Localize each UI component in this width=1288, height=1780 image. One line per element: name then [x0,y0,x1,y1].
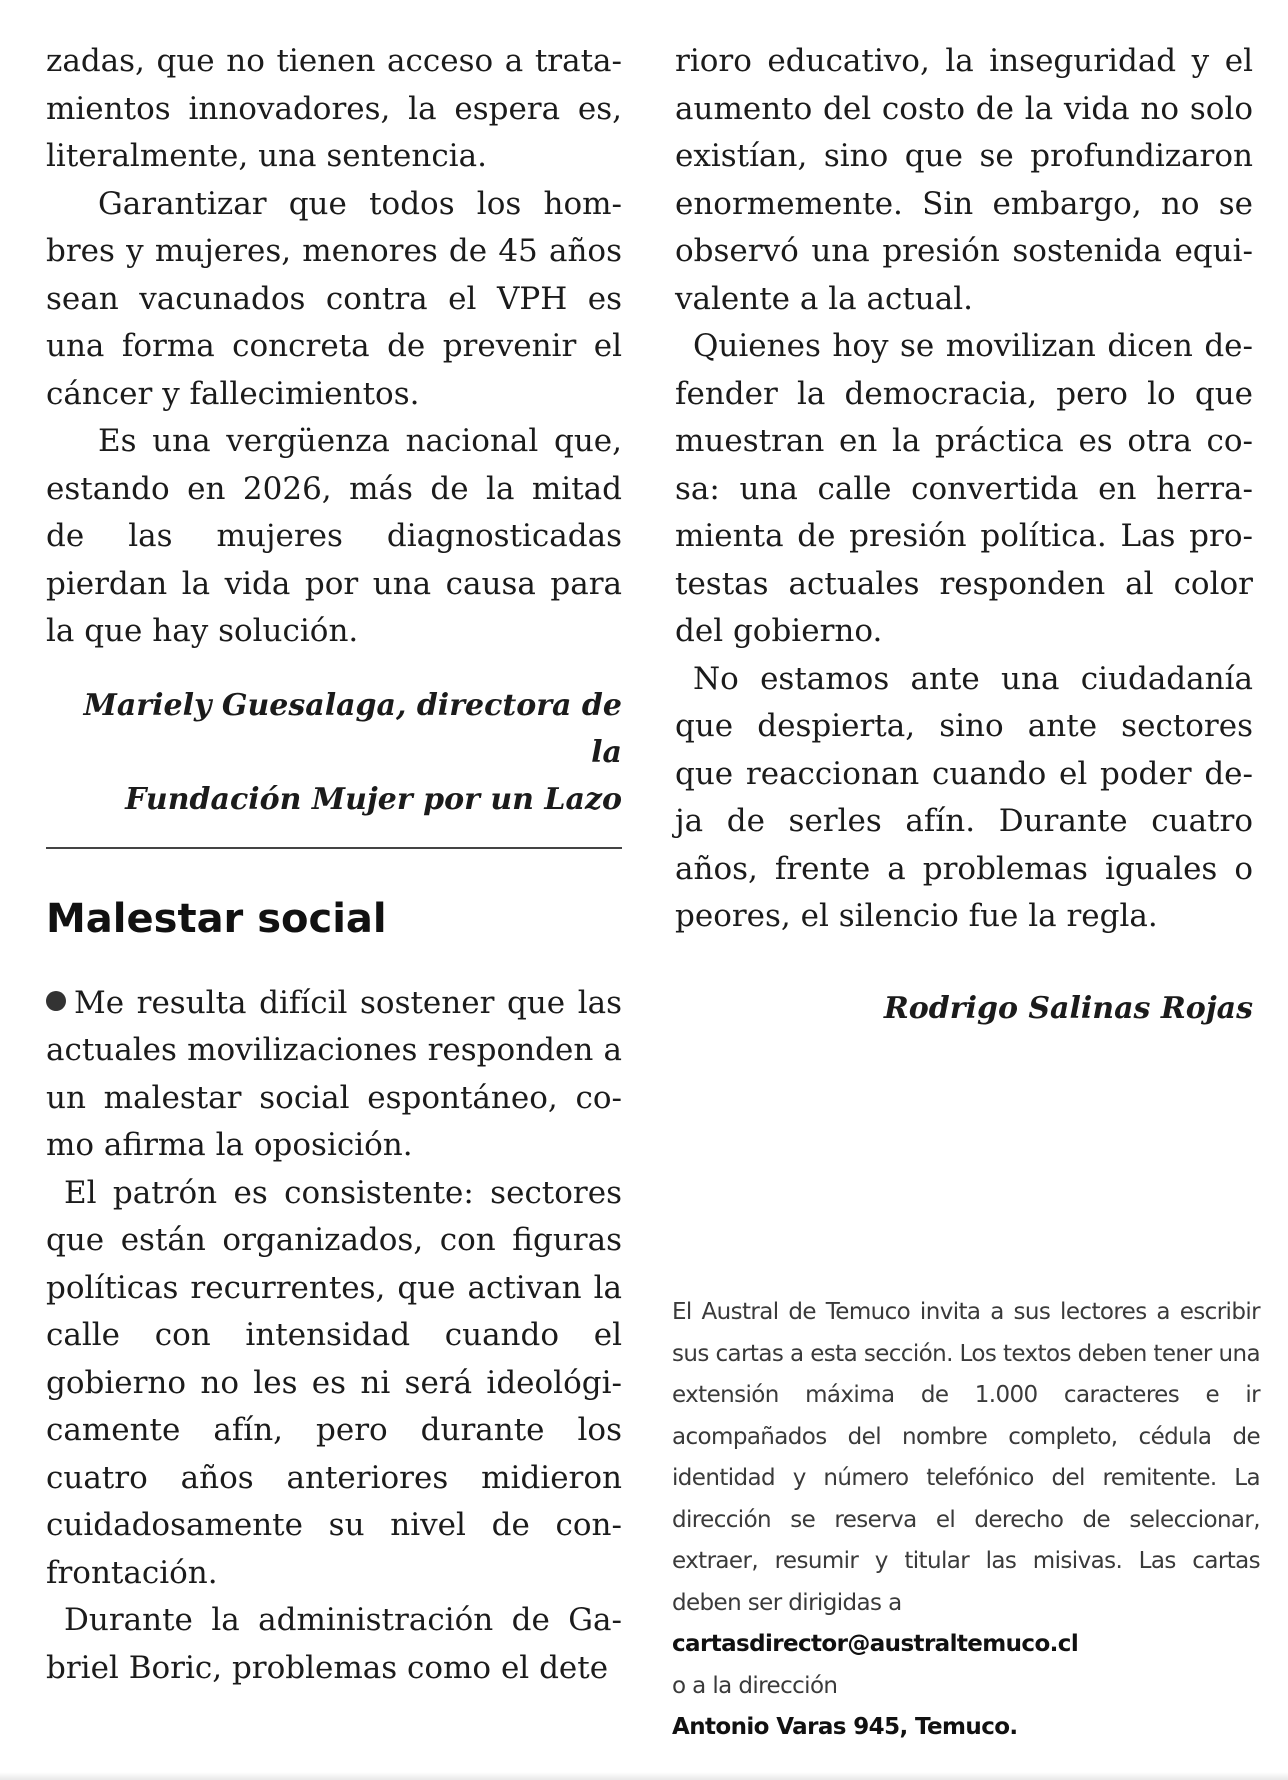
letter-1-signature-line-1: Mariely Guesalaga, directora de la [83,687,622,770]
left-column [46,38,622,1692]
submission-or-address: o a la dirección [672,1672,838,1699]
letter-2-continuation-paragraph-1: rioro educativo, la inseguridad y el aumento del costo de la vida no solo existían, sino que se profundizaron enormemente. Sin embargo, no se observó una presión sostenida equivalente a la actual. [675,43,1253,317]
letter-1-paragraph-1: zadas, que no tienen acceso a tratamientos innovadores, la espera es, literalmente, una sentencia. [46,43,622,174]
spacer [46,823,622,847]
letter-2-headline: Malestar social [46,895,387,942]
submission-email: cartasdirector@australtemuco.cl [672,1631,1079,1657]
letter-2-paragraph-1 [46,980,622,1170]
page-edge [0,1772,1288,1780]
letter-1-paragraph-2: Garantizar que todos los hombres y mujeres, menores de 45 años sean vacunados contra el VPH es una forma concreta de prevenir el cáncer y fallecimientos. [46,185,622,412]
letter-2-continuation-paragraph-2: Quienes hoy se movilizan dicen defender la democracia, pero lo que muestran en la práctica es otra cosa: una calle convertida en herramienta de presión política. Las protestas actuales responden al color del gobierno. [675,328,1253,649]
letter-2-paragraph-1-text: Me resulta difícil sostener que las actuales movilizaciones responden a un malestar social espontáneo, como afirma la oposición. [46,984,622,1163]
letter-2-continuation-paragraph-3: No estamos ante una ciudadanía que despierta, sino ante sectores que reaccionan cuando el poder deja de serles afín. Durante cuatro años, frente a problemas iguales o peores, el silencio fue la regla. [675,660,1253,934]
right-column [675,38,1253,1032]
submission-info-text: El Austral de Temuco invita a sus lectores a escribir sus cartas a esta sección. Los textos deben tener una extensión máxima de 1.000 caracteres e ir acompañados del nombre completo, cédula de identidad y número telefónico del remitente. La dirección se reserva el derecho de seleccionar, extraer, resumir y titular las misivas. Las cartas deben ser dirigidas a [672,1299,1260,1616]
letter-2-paragraph-2: El patrón es consistente: sectores que están organizados, con figuras políticas recurrentes, que activan la calle con intensidad cuando el gobierno no les es ni será ideológicamente afín, pero durante los cuatro años anteriores midieron cuidadosamente su nivel de confrontación. [46,1174,622,1591]
spacer [46,656,622,682]
spacer [46,849,622,895]
submission-address: Antonio Varas 945, Temuco. [672,1714,1018,1740]
spacer [46,943,622,980]
submission-info-box [672,1292,1260,1749]
letter-2-signature: Rodrigo Salinas Rojas [883,990,1253,1026]
letter-2-paragraph-3: Durante la administración de Gabriel Boric, problemas como el dete [46,1602,622,1686]
letter-1-paragraph-3: Es una vergüenza nacional que, estando en 2026, más de la mitad de las mujeres diagnosticadas pierdan la vida por una causa para la que hay solución. [46,423,622,649]
bullet-icon [46,991,66,1011]
letter-1-signature-line-2: Fundación Mujer por un Lazo [125,781,622,817]
spacer [675,941,1253,985]
